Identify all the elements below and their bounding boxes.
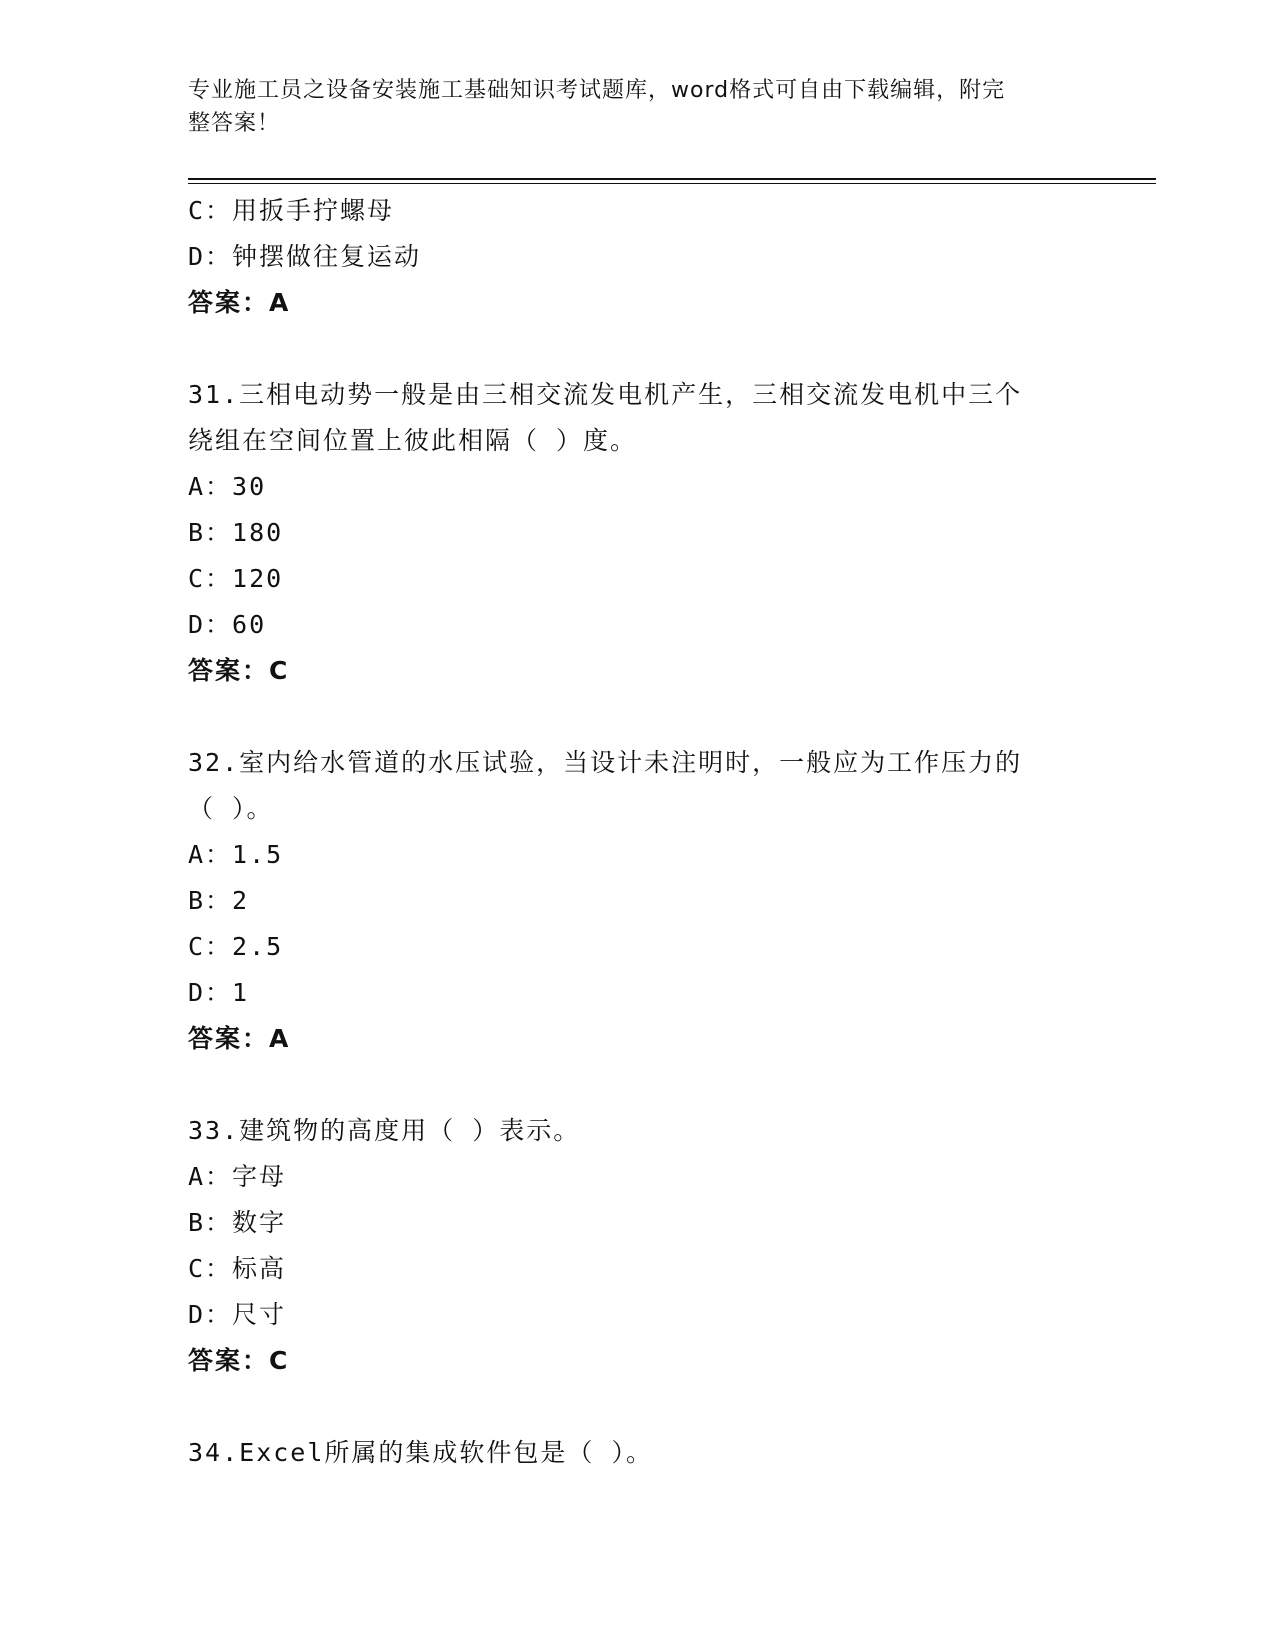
question-33: [188, 1108, 1088, 1384]
option-d: D：60: [188, 610, 267, 639]
spacer: [188, 694, 1088, 740]
spacer: [188, 1384, 1088, 1430]
answer-line: 答案：A: [188, 1024, 291, 1053]
question-32: [188, 740, 1088, 1062]
question-31: [188, 372, 1088, 694]
header-line-2: 整答案！: [188, 111, 281, 136]
header-line-1: 专业施工员之设备安装施工基础知识考试题库，word格式可自由下载编辑，附完: [188, 78, 1006, 103]
document-header: [188, 74, 1068, 140]
spacer: [188, 326, 1088, 372]
question-stem: 34.Excel所属的集成软件包是（ ）。: [188, 1438, 653, 1467]
option-a: A：字母: [188, 1162, 287, 1191]
header-rule-thick: [188, 178, 1156, 180]
option-b: B：数字: [188, 1208, 287, 1237]
answer-line: 答案：A: [188, 288, 291, 317]
header-rule-thin: [188, 183, 1156, 184]
question-list: [188, 188, 1088, 1476]
answer-line: 答案：C: [188, 1346, 290, 1375]
option-c: C：标高: [188, 1254, 287, 1283]
question-stem: 32.室内给水管道的水压试验，当设计未注明时，一般应为工作压力的: [188, 748, 1023, 777]
option-b: B：180: [188, 518, 284, 547]
question-stem-continued: 绕组在空间位置上彼此相隔（ ）度。: [188, 426, 638, 455]
option-d: D：尺寸: [188, 1300, 287, 1329]
option-d: D：钟摆做往复运动: [188, 242, 422, 271]
question-stem: 31.三相电动势一般是由三相交流发电机产生，三相交流发电机中三个: [188, 380, 1023, 409]
option-d: D：1: [188, 978, 250, 1007]
question-30-remainder: [188, 188, 1088, 326]
option-b: B：2: [188, 886, 250, 915]
answer-line: 答案：C: [188, 656, 290, 685]
question-stem: 33.建筑物的高度用（ ）表示。: [188, 1116, 581, 1145]
question-stem-continued: （ ）。: [188, 794, 274, 823]
option-c: C：2.5: [188, 932, 284, 961]
option-a: A：30: [188, 472, 267, 501]
option-c: C：120: [188, 564, 284, 593]
option-a: A：1.5: [188, 840, 284, 869]
option-c: C：用扳手拧螺母: [188, 196, 395, 225]
question-34: [188, 1430, 1088, 1476]
spacer: [188, 1062, 1088, 1108]
